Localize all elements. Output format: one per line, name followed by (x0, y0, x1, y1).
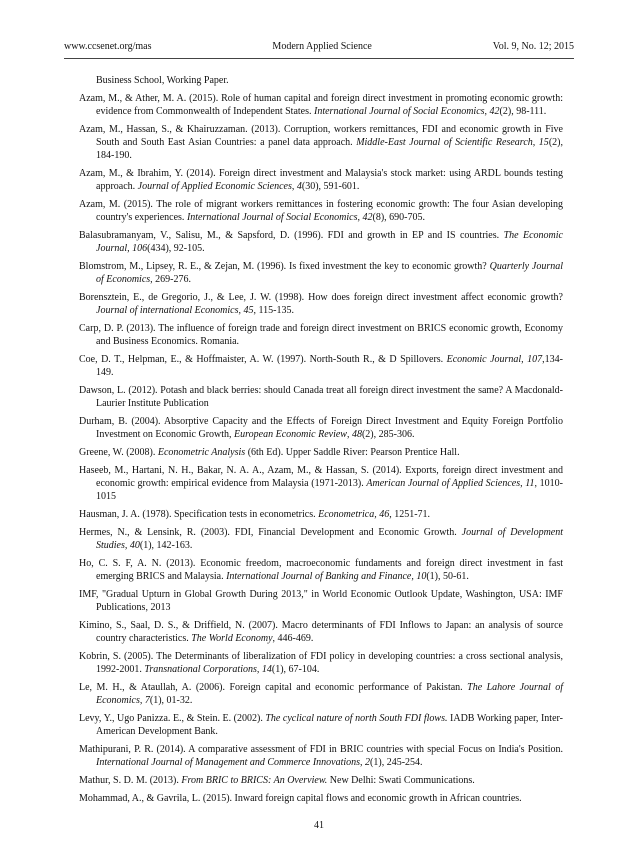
reference-text: (1), 50-61. (426, 571, 469, 582)
reference-entry (79, 353, 563, 379)
reference-text: (2), 98-111. (499, 106, 547, 117)
reference-text: (434), 92-105. (147, 243, 205, 255)
reference-text: Mathipurani, P. R. (2014). A comparative assessment of FDI in BRIC countries with special Focus on India's Position. (79, 743, 563, 755)
reference-text: Kobrin, S. (2005). The Determinants of liberalization of FDI policy in developing countries: a cross sectional analysis, 1992-2001. (79, 650, 563, 675)
reference-text: (1), 01-32. (149, 695, 193, 706)
reference-italic-text: 48 (351, 429, 362, 441)
reference-entry (79, 650, 563, 676)
reference-entry (79, 291, 563, 317)
reference-text: , (357, 212, 363, 224)
reference-italic-text: The cyclical nature of north South FDI flows. (265, 712, 448, 724)
reference-entry (79, 557, 563, 583)
reference-italic-text: Journal of Development Studies, 40 (96, 526, 564, 551)
reference-text: Borensztein, E., de Gregorio, J., & Lee, J. W. (1998). How does foreign direct investment affect economic growth? (79, 292, 563, 303)
reference-entry (79, 464, 563, 504)
running-header (64, 41, 574, 55)
reference-entry (79, 508, 563, 521)
reference-italic-text: The Economic Journal, 106 (96, 230, 563, 255)
reference-entry (79, 123, 563, 163)
reference-text: Azam, M., Hassan, S., & Khairuzzaman. (2013). Corruption, workers remittances, FDI and economic growth in Five South and South East Asian Countries: a panel data approach. (79, 123, 563, 148)
header-divider (64, 58, 574, 59)
reference-text: Balasubramanyam, V., Salisu, M., & Sapsford, D. (1996). FDI and growth in EP and IS countries. (79, 230, 504, 241)
reference-entry (79, 260, 563, 286)
reference-text: New Delhi: Swati Communications. (327, 774, 475, 786)
header-volume-info: Vol. 9, No. 12; 2015 (492, 41, 574, 52)
reference-text: Levy, Y., Ugo Panizza. E., & Stein. E. (2002). (79, 712, 266, 724)
reference-text: Mohammad, A., & Gavrila, L. (2015). Inward foreign capital flows and economic growth in African countries. (79, 792, 522, 804)
reference-text: Greene, W. (2008). (79, 447, 158, 458)
reference-text: , (291, 181, 297, 193)
reference-italic-text: International Journal of Banking and Finance, 10 (226, 571, 427, 582)
reference-text: Mathur, S. D. M. (2013). (79, 774, 182, 786)
header-site-url[interactable]: www.ccsenet.org/mas (64, 41, 152, 52)
reference-text: (1), 245-254. (370, 757, 423, 768)
reference-italic-text: 42 (362, 212, 373, 224)
reference-entry (79, 743, 563, 769)
reference-text: Dawson, L. (2012). Potash and black berries: should Canada treat all foreign direct investment the same? A Macdonald-Laurier Institute Publication (79, 385, 563, 410)
reference-text: ,134-149. (96, 354, 563, 379)
reference-text: Blomstrom, M., Lipsey, R. E., & Zejan, M. (1996). Is fixed investment the key to economic growth? (79, 261, 490, 272)
reference-text: Coe, D. T., Helpman, E., & Hoffmaister, A. W. (1997). North-South R., & D Spillovers. (79, 354, 447, 365)
reference-entry (79, 198, 563, 224)
reference-entry (79, 446, 563, 459)
reference-text: Carp, D. P. (2013). The influence of foreign trade and foreign direct investment on BRICS economic growth, Economy and Business Economics. Romania. (79, 323, 563, 348)
reference-text: Hausman, J. A. (1978). Specification tests in econometrics. (79, 509, 319, 520)
reference-italic-text: Econometrica, 46 (318, 509, 390, 520)
reference-text: Business School, Working Paper. (96, 75, 229, 86)
reference-entry (79, 619, 563, 645)
reference-text: IADB Working paper, Inter- American Development Bank. (96, 712, 563, 737)
reference-text: , 1251-71. (389, 509, 431, 520)
reference-text: Durham, B. (2004). Absorptive Capacity and the Effects of Foreign Direct Investment and Equity Foreign Portfolio Investment on Economic Growth, (79, 416, 563, 441)
reference-text: (1), 142-163. (139, 540, 193, 551)
reference-text: Azam, M., & Ibrahim, Y. (2014). Foreign direct investment and Malaysia's stock market: using ARDL bounds testing approach. (79, 168, 563, 193)
reference-entry (79, 774, 563, 787)
reference-text: , (484, 106, 490, 117)
reference-entry (79, 415, 563, 441)
reference-text: (2), 184-190. (96, 137, 563, 162)
reference-entry (79, 681, 563, 707)
reference-text: , 115-135. (253, 305, 294, 317)
reference-entry (79, 74, 563, 87)
reference-italic-text: International Journal of Management and Commerce Innovations, 2 (96, 757, 371, 768)
reference-italic-text: 4 (296, 181, 302, 193)
reference-text: Hermes, N., & Lensink, R. (2003). FDI, Financial Development and Economic Growth. (79, 526, 462, 538)
reference-italic-text: European Economic Review (234, 429, 347, 441)
reference-italic-text: American Journal of Applied Sciences, 11 (366, 478, 535, 489)
reference-italic-text: International Journal of Social Economics (314, 106, 485, 117)
reference-italic-text: Middle-East Journal of Scientific Research, 15 (356, 137, 549, 148)
reference-text: , 1010-1015 (96, 478, 563, 503)
reference-text: (2), 285-306. (361, 429, 415, 441)
reference-italic-text: International Journal of Social Economics (186, 212, 358, 224)
reference-italic-text: Journal of international Economics, 45 (96, 305, 254, 317)
reference-italic-text: The World Economy (191, 633, 273, 644)
reference-italic-text: From BRIC to BRICS: An Overview. (181, 774, 328, 786)
reference-italic-text: Econometric Analysis (157, 447, 246, 458)
reference-italic-text: Economic Journal, 107 (446, 354, 543, 365)
reference-text: , (346, 429, 352, 441)
reference-entry (79, 792, 563, 805)
reference-entry (79, 384, 563, 410)
reference-italic-text: Quarterly Journal of Economics, (96, 261, 564, 286)
reference-italic-text: 42 (489, 106, 500, 117)
reference-text: Haseeb, M., Hartani, N. H., Bakar, N. A. A., Azam, M., & Hassan, S. (2014). Exports, foreign direct investment and economic growth: empirical evidence from Malaysia (1971-2013). (79, 464, 563, 489)
reference-text: , 446-469. (272, 633, 314, 644)
page-number: 41 (314, 820, 324, 831)
reference-italic-text: The Lahore Journal of Economics, 7 (96, 681, 563, 706)
header-journal-name: Modern Applied Science (272, 41, 372, 52)
reference-entry (79, 588, 563, 614)
reference-entry (79, 526, 563, 552)
reference-italic-text: Transnational Corporations, 14 (144, 664, 272, 675)
reference-italic-text: Journal of Applied Economic Sciences (137, 181, 292, 193)
reference-text: Le, M. H., & Ataullah, A. (2006). Foreign capital and economic performance of Pakistan. (79, 681, 468, 693)
reference-entry (79, 712, 563, 738)
reference-text: (6th Ed). Upper Saddle River: Pearson Prentice Hall. (245, 447, 460, 458)
reference-text: Kimino, S., Saal, D. S., & Driffield, N. (2007). Macro determinants of FDI Inflows to Japan: an analysis of source country characteristics. (79, 619, 563, 644)
reference-text: Azam, M. (2015). The role of migrant workers remittances in fostering economic growth: The four Asian developing country's experiences. (79, 199, 563, 224)
reference-entry (79, 322, 563, 348)
reference-list (79, 74, 563, 809)
reference-text: Azam, M., & Ather, M. A. (2015). Role of human capital and foreign direct investment in promoting economic growth: evidence from Commonwealth of Independent States. (79, 92, 563, 117)
reference-entry (79, 92, 563, 118)
reference-text: (30), 591-601. (301, 181, 360, 193)
reference-text: (1), 67-104. (271, 664, 320, 675)
reference-text: (8), 690-705. (372, 212, 425, 224)
reference-entry (79, 167, 563, 193)
reference-text: Ho, C. S. F, A. N. (2013). Economic freedom, macroeconomic fundaments and foreign direct investment in fast emerging BRICS and Malaysia. (79, 557, 563, 582)
reference-text: IMF, "Gradual Upturn in Global Growth During 2013," in World Economic Outlook Update, Washington, USA: IMF Publications, 2013 (79, 588, 563, 613)
reference-text: 269-276. (152, 274, 191, 286)
reference-entry (79, 229, 563, 255)
